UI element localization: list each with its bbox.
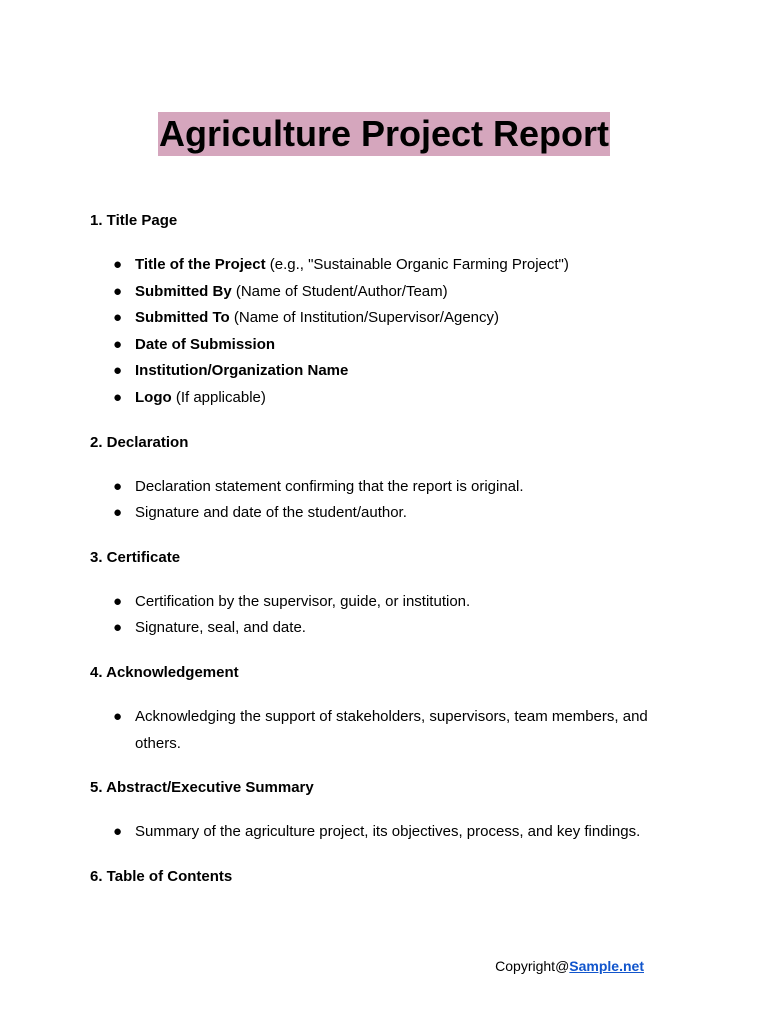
- list-item: [90, 252, 680, 279]
- section-heading: 3. Certificate: [90, 548, 181, 566]
- item-text: (e.g., "Sustainable Organic Farming Project"): [265, 256, 569, 273]
- section-heading: 1. Title Page: [90, 212, 178, 229]
- item-text: (If applicable): [171, 388, 266, 406]
- list-item: [90, 358, 680, 385]
- list-item: [90, 819, 680, 846]
- item-text: Acknowledging the support of stakeholders, supervisors, team members, and others.: [135, 707, 652, 752]
- item-bold-label: Title of the Project: [135, 256, 266, 273]
- bullet-icon: ●: [113, 282, 123, 300]
- list-item: [90, 474, 680, 501]
- item-bold-label: Logo: [135, 388, 172, 406]
- item-text: Signature and date of the student/author.: [135, 504, 407, 522]
- copyright-footer: [0, 956, 644, 976]
- item-bold-label: Submitted By: [135, 282, 232, 300]
- section-heading: 6. Table of Contents: [90, 867, 233, 885]
- section-heading: 4. Acknowledgement: [90, 663, 239, 681]
- bullet-list: [90, 819, 680, 846]
- bullet-list: [90, 474, 680, 527]
- bullet-icon: ●: [113, 335, 123, 353]
- bullet-list: [90, 704, 680, 757]
- item-text: Signature, seal, and date.: [135, 619, 306, 637]
- copyright-text: Copyright@: [495, 958, 570, 974]
- document-body: [90, 210, 680, 908]
- item-text: Certification by the supervisor, guide, or institution.: [135, 592, 471, 610]
- section-heading: 2. Declaration: [90, 433, 189, 451]
- bullet-icon: ●: [113, 388, 123, 406]
- title-wrapper: [0, 112, 768, 156]
- document-title: Agriculture Project Report: [158, 113, 610, 154]
- bullet-list: [90, 252, 680, 412]
- bullet-icon: ●: [113, 309, 123, 327]
- list-item: [90, 589, 680, 616]
- item-text: Summary of the agriculture project, its objectives, process, and key findings.: [135, 823, 641, 841]
- bullet-icon: ●: [113, 362, 123, 380]
- bullet-icon: ●: [113, 256, 123, 273]
- list-item: [90, 305, 680, 332]
- bullet-icon: ●: [113, 619, 123, 637]
- list-item: [90, 332, 680, 359]
- list-item: [90, 385, 680, 412]
- bullet-icon: ●: [113, 504, 123, 522]
- list-item: [90, 704, 680, 757]
- list-item: [90, 279, 680, 306]
- item-bold-label: Submitted To: [135, 309, 230, 327]
- item-text: Declaration statement confirming that the report is original.: [135, 477, 524, 495]
- item-text: (Name of Student/Author/Team): [231, 282, 448, 300]
- item-text: (Name of Institution/Supervisor/Agency): [229, 309, 500, 327]
- sample-net-link[interactable]: Sample.net: [569, 958, 644, 974]
- item-bold-label: Date of Submission: [135, 335, 276, 353]
- bullet-list: [90, 589, 680, 642]
- section-heading: 5. Abstract/Executive Summary: [90, 779, 314, 797]
- bullet-icon: ●: [113, 477, 123, 495]
- list-item: [90, 500, 680, 527]
- bullet-icon: ●: [113, 707, 123, 725]
- bullet-icon: ●: [113, 592, 123, 610]
- list-item: [90, 615, 680, 642]
- bullet-icon: ●: [113, 823, 123, 841]
- item-bold-label: Institution/Organization Name: [135, 362, 349, 380]
